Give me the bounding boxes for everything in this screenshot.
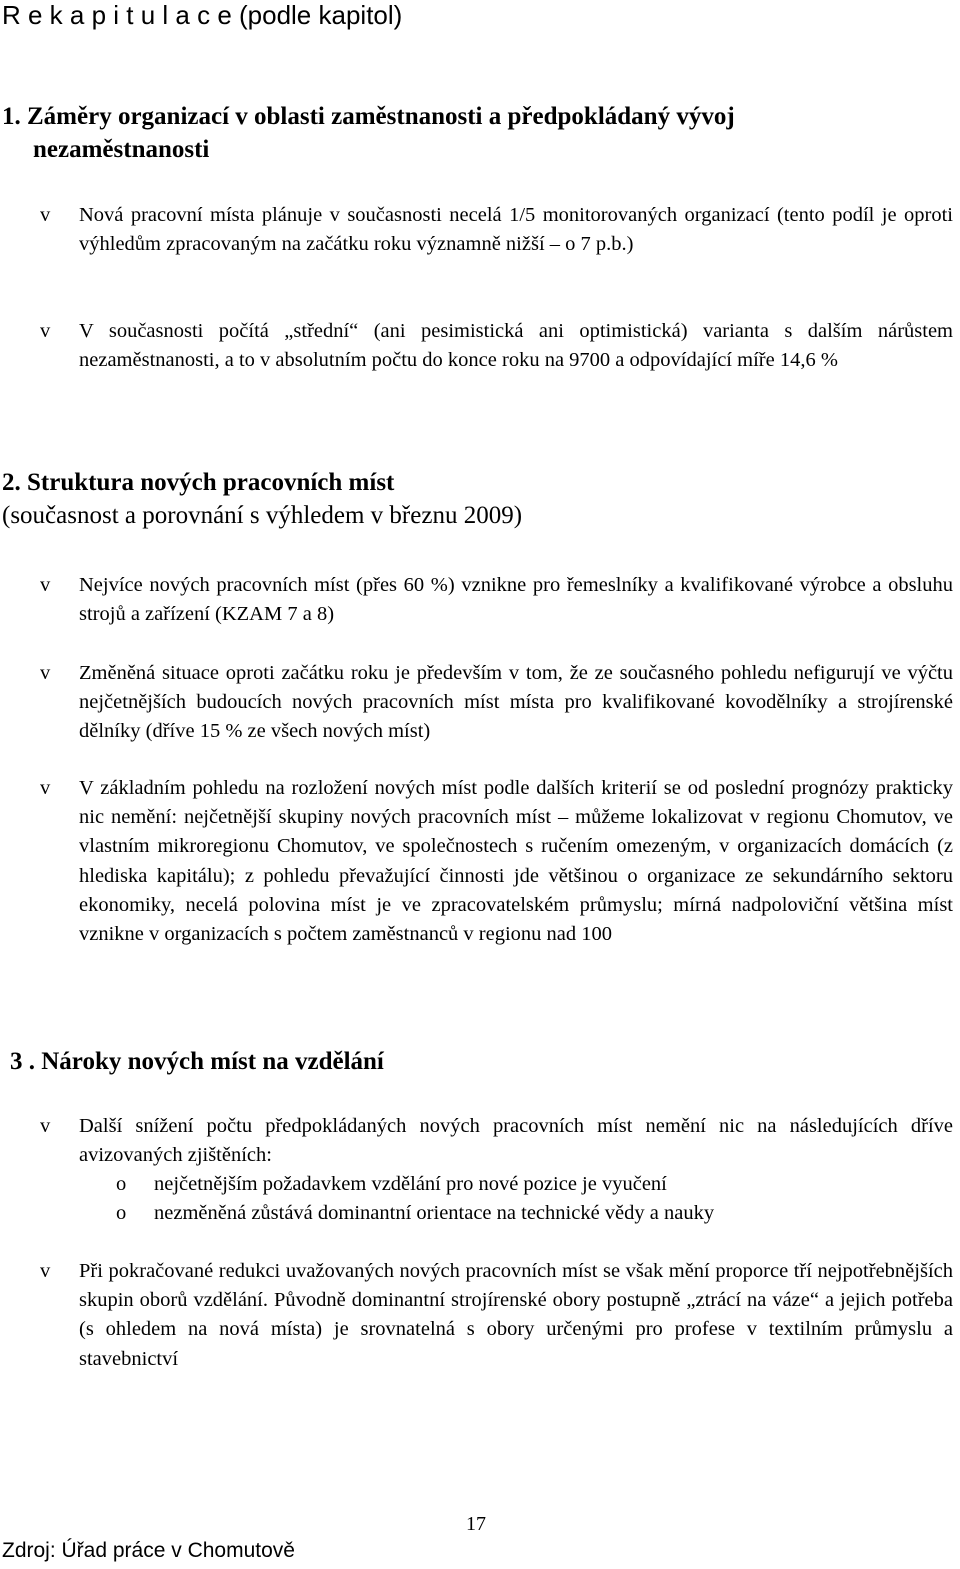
section1-heading-line1: 1. Záměry organizací v oblasti zaměstnanosti a předpokládaný vývoj bbox=[2, 103, 735, 130]
source-footer: Zdroj: Úřad práce v Chomutově bbox=[2, 1539, 295, 1562]
section1-item-2: V současnosti počítá „střední“ (ani pesimistická ani optimistická) varianta s dalším nárůstem nezaměstnanosti, a to v absolutním počtu do konce roku na 9700 a odpovídající míře 14,6 % bbox=[79, 320, 953, 372]
page-number: 17 bbox=[466, 1513, 486, 1535]
section2-subheading: (současnost a porovnání s výhledem v březnu 2009) bbox=[2, 502, 523, 529]
section2-item-2: Změněná situace oproti začátku roku je především v tom, že ze současného pohledu nefigurují ve výčtu nejčetnějších budoucích nových pracovních míst místa pro kvalifikované kovodělníky a strojírenské dělníky (dříve 15 % ze všech nových míst) bbox=[79, 662, 953, 743]
section1-item-1: Nová pracovní místa plánuje v současnosti necelá 1/5 monitorovaných organizací (tento podíl je oproti výhledům zpracovaným na začátku roku významně nižší – o 7 p.b.) bbox=[79, 204, 953, 256]
section3-heading: 3 . Nároky nových míst na vzdělání bbox=[10, 1048, 384, 1075]
bullet-marker: v bbox=[40, 1115, 51, 1137]
bullet-marker: v bbox=[40, 1260, 51, 1282]
bullet-marker: v bbox=[40, 204, 51, 226]
bullet-marker: v bbox=[40, 574, 51, 596]
section2-heading: 2. Struktura nových pracovních míst bbox=[2, 469, 395, 496]
bullet-marker: v bbox=[40, 662, 51, 684]
section3-item-1: Další snížení počtu předpokládaných nových pracovních míst nemění nic na následujících dříve avizovaných zjištěních: bbox=[79, 1115, 953, 1167]
sub-bullet-marker: o bbox=[116, 1173, 127, 1195]
bullet-marker: v bbox=[40, 777, 51, 799]
bullet-marker: v bbox=[40, 320, 51, 342]
section3-subitem-2: nezměněná zůstává dominantní orientace na technické vědy a nauky bbox=[154, 1202, 715, 1224]
section1-heading-line2: nezaměstnanosti bbox=[33, 136, 210, 163]
section2-item-1: Nejvíce nových pracovních míst (přes 60 %) vznikne pro řemeslníky a kvalifikované výrobce a obsluhu strojů a zařízení (KZAM 7 a 8) bbox=[79, 574, 953, 626]
section3-item-2: Při pokračované redukci uvažovaných nových pracovních míst se však mění proporce tří nejpotřebnějších skupin oborů vzdělání. Původně dominantní strojírenské obory postupně „ztrácí na váze“ a jejich potřeba (s ohledem na nová místa) je srovnatelná s obory určenými pro profese v textilním průmyslu a stavebnictví bbox=[79, 1260, 953, 1370]
section3-subitem-1: nejčetnějším požadavkem vzdělání pro nové pozice je vyučení bbox=[154, 1173, 667, 1195]
document-title: R e k a p i t u l a c e (podle kapitol) bbox=[2, 0, 403, 30]
section2-item-3: V základním pohledu na rozložení nových míst podle dalších kriterií se od poslední prognózy prakticky nic nemění: nejčetnější skupiny nových pracovních míst – můžeme lokalizovat v regionu Chomutov, ve vlastním mikroregionu Chomutov, ve společnostech s ručením omezeným, v organizacích domácích (z hlediska kapitálu); z pohledu převažující činnosti jde většinou o organizace ze sekundárního sektoru ekonomiky, necelá polovina míst je ve zpracovatelském průmyslu; mírná nadpoloviční většina míst vznikne v organizacích s počtem zaměstnanců v regionu nad 100 bbox=[79, 777, 953, 946]
sub-bullet-marker: o bbox=[116, 1202, 127, 1224]
